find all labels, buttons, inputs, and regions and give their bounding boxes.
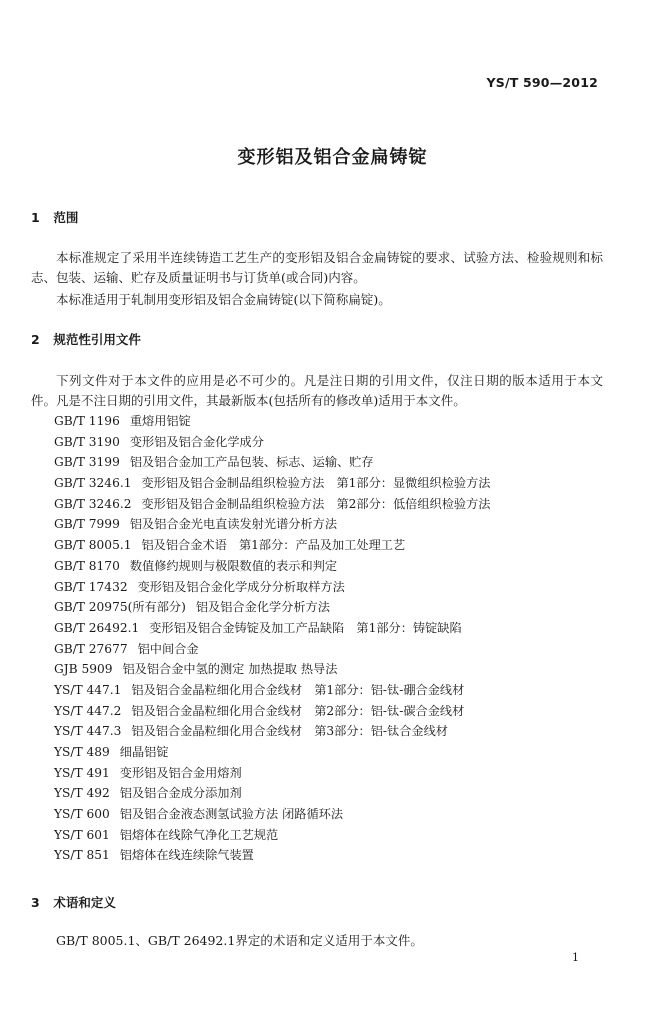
reference-code: YS/T 600 (54, 807, 110, 822)
reference-name: 变形铝及铝合金制品组织检验方法 第1部分：显微组织检验方法 (141, 476, 491, 491)
reference-name: 铝及铝合金光电直读发射光谱分析方法 (129, 517, 338, 532)
section-number: 2 (31, 332, 40, 347)
reference-name: 铝及铝合金晶粒细化用合金线材 第2部分：铝-钛-碳合金线材 (131, 703, 465, 718)
reference-list (54, 411, 490, 866)
reference-item (54, 742, 490, 763)
reference-code: YS/T 447.1 (54, 682, 122, 697)
section-heading-scope (31, 208, 78, 226)
reference-code: GB/T 17432 (54, 579, 128, 594)
reference-name: 铝及铝合金术语 第1部分：产品及加工处理工艺 (141, 538, 406, 553)
page-number: 1 (572, 951, 579, 964)
section-heading-normative-refs (31, 330, 141, 348)
standard-number: YS/T 590—2012 (486, 75, 598, 90)
reference-item (54, 825, 490, 846)
normative-refs-intro: 下列文件对于本文件的应用是必不可少的。凡是注日期的引用文件，仅注日期的版本适用于本文件。凡是不注日期的引用文件，其最新版本(包括所有的修改单)适用于本文件。 (31, 373, 603, 408)
reference-code: GB/T 3246.1 (54, 476, 132, 491)
reference-name: 细晶铝锭 (119, 745, 169, 759)
reference-code: GB/T 3190 (54, 434, 120, 449)
reference-name: 铝及铝合金化学分析方法 (195, 600, 330, 615)
reference-name: 重熔用铝锭 (129, 414, 191, 428)
section-title: 范围 (53, 210, 79, 225)
reference-name: 变形铝及铝合金用熔剂 (119, 765, 242, 780)
reference-item (54, 411, 490, 432)
section-number: 3 (31, 895, 40, 910)
section-title: 术语和定义 (53, 895, 116, 910)
reference-code: YS/T 447.2 (54, 703, 122, 718)
reference-item (54, 597, 490, 618)
reference-name: 铝及铝合金加工产品包装、标志、运输、贮存 (129, 455, 374, 470)
reference-name: 变形铝及铝合金化学成分 (129, 434, 264, 449)
reference-code: GB/T 27677 (54, 641, 128, 656)
reference-item (54, 577, 490, 598)
reference-item (54, 763, 490, 784)
reference-code: GB/T 3246.2 (54, 496, 132, 511)
reference-name: 数值修约规则与极限数值的表示和判定 (129, 558, 338, 573)
reference-code: YS/T 851 (54, 848, 110, 863)
reference-name: 铝及铝合金成分添加剂 (119, 786, 242, 801)
reference-name: 铝及铝合金液态测氢试验方法 闭路循环法 (119, 807, 344, 822)
reference-item (54, 721, 490, 742)
reference-code: GB/T 8005.1 (54, 538, 132, 553)
reference-item (54, 556, 490, 577)
reference-item (54, 618, 490, 639)
reference-item (54, 452, 490, 473)
reference-code: YS/T 489 (54, 745, 110, 759)
reference-code: GB/T 20975(所有部分) (54, 600, 186, 615)
terms-paragraph: GB/T 8005.1、GB/T 26492.1界定的术语和定义适用于本文件。 (56, 933, 423, 948)
reference-code: GB/T 7999 (54, 517, 120, 532)
section-heading-terms (31, 893, 116, 911)
reference-item (54, 845, 490, 866)
reference-code: GB/T 3199 (54, 455, 120, 470)
reference-name: 铝及铝合金晶粒细化用合金线材 第1部分：铝-钛-硼合金线材 (131, 682, 465, 697)
reference-code: GB/T 26492.1 (54, 620, 140, 635)
reference-code: YS/T 601 (54, 827, 110, 842)
reference-name: 铝熔体在线连续除气装置 (119, 848, 254, 863)
scope-paragraph: 本标准适用于轧制用变形铝及铝合金扁铸锭(以下简称扁锭)。 (56, 292, 391, 307)
reference-item (54, 494, 490, 515)
reference-item (54, 432, 490, 453)
reference-name: 铝熔体在线除气净化工艺规范 (119, 827, 279, 842)
section-title: 规范性引用文件 (53, 332, 141, 347)
reference-code: GJB 5909 (54, 662, 113, 677)
reference-item (54, 783, 490, 804)
reference-item (54, 680, 490, 701)
reference-item (54, 639, 490, 660)
reference-code: GB/T 1196 (54, 414, 120, 428)
reference-item (54, 659, 490, 680)
reference-name: 变形铝及铝合金化学成分分析取样方法 (137, 579, 345, 594)
reference-item (54, 535, 490, 556)
reference-item (54, 701, 490, 722)
section-number: 1 (31, 210, 40, 225)
reference-code: GB/T 8170 (54, 558, 120, 573)
reference-name: 铝中间合金 (137, 641, 199, 656)
reference-code: YS/T 491 (54, 765, 110, 780)
reference-code: YS/T 447.3 (54, 724, 122, 739)
reference-name: 铝及铝合金晶粒细化用合金线材 第3部分：铝-钛合金线材 (131, 724, 448, 739)
reference-item (54, 473, 490, 494)
reference-item (54, 804, 490, 825)
document-title: 变形铝及铝合金扁铸锭 (237, 147, 428, 168)
reference-item (54, 514, 490, 535)
reference-code: YS/T 492 (54, 786, 110, 801)
reference-name: 变形铝及铝合金制品组织检验方法 第2部分：低倍组织检验方法 (141, 496, 491, 511)
scope-paragraph: 本标准规定了采用半连续铸造工艺生产的变形铝及铝合金扁铸锭的要求、试验方法、检验规则和标志、包装、运输、贮存及质量证明书与订货单(或合同)内容。 (31, 250, 603, 285)
reference-name: 变形铝及铝合金铸锭及加工产品缺陷 第1部分：铸锭缺陷 (149, 620, 462, 635)
reference-name: 铝及铝合金中氢的测定 加热提取 热导法 (122, 662, 338, 677)
